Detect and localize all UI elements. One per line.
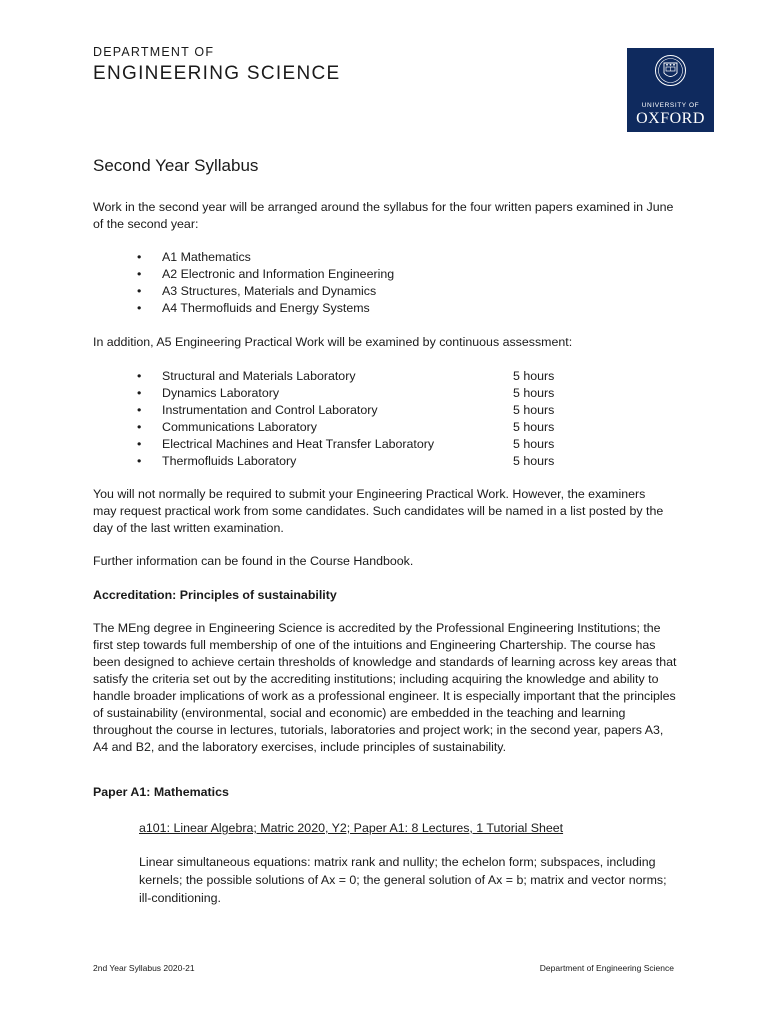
- course-description: Linear simultaneous equations: matrix rank and nullity; the echelon form; subspaces, including kernels; the possible solutions of Ax = 0; the general solution of Ax = b; matrix and vector norms; ill-conditioning.: [139, 855, 667, 905]
- labs-list: [137, 368, 677, 470]
- list-item: • Structural and Materials Laboratory 5 hours: [137, 369, 555, 383]
- logo-university-of: UNIVERSITY OF: [641, 102, 700, 109]
- footer-left: 2nd Year Syllabus 2020-21: [93, 963, 195, 973]
- bullet-icon: •: [137, 454, 142, 468]
- accreditation-heading: Accreditation: Principles of sustainability: [93, 588, 337, 602]
- footer-right: Department of Engineering Science: [539, 963, 674, 973]
- practical-intro: In addition, A5 Engineering Practical Work will be examined by continuous assessment:: [93, 335, 573, 349]
- department-name: ENGINEERING SCIENCE: [93, 63, 341, 84]
- list-item: • Instrumentation and Control Laboratory 5 hours: [137, 403, 555, 417]
- bullet-icon: •: [137, 369, 142, 383]
- list-item: • A3 Structures, Materials and Dynamics: [137, 284, 377, 298]
- course-title: a101: Linear Algebra; Matric 2020, Y2; Paper A1: 8 Lectures, 1 Tutorial Sheet: [139, 821, 564, 835]
- list-item: • Thermofluids Laboratory 5 hours: [137, 454, 555, 468]
- list-item: • Communications Laboratory 5 hours: [137, 420, 555, 434]
- oxford-logo: [627, 48, 714, 132]
- bullet-icon: •: [137, 403, 142, 417]
- intro-paragraph: Work in the second year will be arranged around the syllabus for the four written papers examined in June of the second year:: [93, 200, 674, 231]
- bullet-icon: •: [137, 284, 142, 298]
- bullet-icon: •: [137, 437, 142, 451]
- paper-a1-heading: Paper A1: Mathematics: [93, 785, 229, 799]
- list-item: • A2 Electronic and Information Engineering: [137, 267, 395, 281]
- bullet-icon: •: [137, 250, 142, 264]
- bullet-icon: •: [137, 420, 142, 434]
- page-title: Second Year Syllabus: [93, 156, 259, 175]
- bullet-icon: •: [137, 301, 142, 315]
- accreditation-paragraph: The MEng degree in Engineering Science is accredited by the Professional Engineering Institutions; the first step towards full membership of one of the intuitions and Engineering Chartership. The course has been designed to achieve certain thresholds of knowledge and standards of learning across key areas that satisfy the criteria set out by the accrediting institutions; including acquiring the knowledge and ability to handle broader implications of work as a professional engineer. It is especially important that the principles of sustainability (environmental, social and economic) are embedded in the teaching and learning throughout the course in lectures, tutorials, laboratories and project work; in the second year, papers A3, A4 and B2, and the laboratory exercises, include principles of sustainability.: [93, 621, 677, 754]
- oxford-crest-icon: [654, 54, 687, 94]
- bullet-icon: •: [137, 267, 142, 281]
- logo-oxford: OXFORD: [636, 110, 705, 127]
- bullet-icon: •: [137, 386, 142, 400]
- list-item: • Dynamics Laboratory 5 hours: [137, 386, 555, 400]
- further-info: Further information can be found in the Course Handbook.: [93, 554, 414, 568]
- department-label: DEPARTMENT OF: [93, 45, 215, 59]
- list-item: • Electrical Machines and Heat Transfer Laboratory 5 hours: [137, 437, 555, 451]
- list-item: • A1 Mathematics: [137, 250, 251, 264]
- papers-list: [137, 249, 677, 317]
- submission-note: You will not normally be required to submit your Engineering Practical Work. However, the examiners may request practical work from some candidates. Such candidates will be named in a list posted by the day of the last written examination.: [93, 487, 664, 535]
- list-item: • A4 Thermofluids and Energy Systems: [137, 301, 370, 315]
